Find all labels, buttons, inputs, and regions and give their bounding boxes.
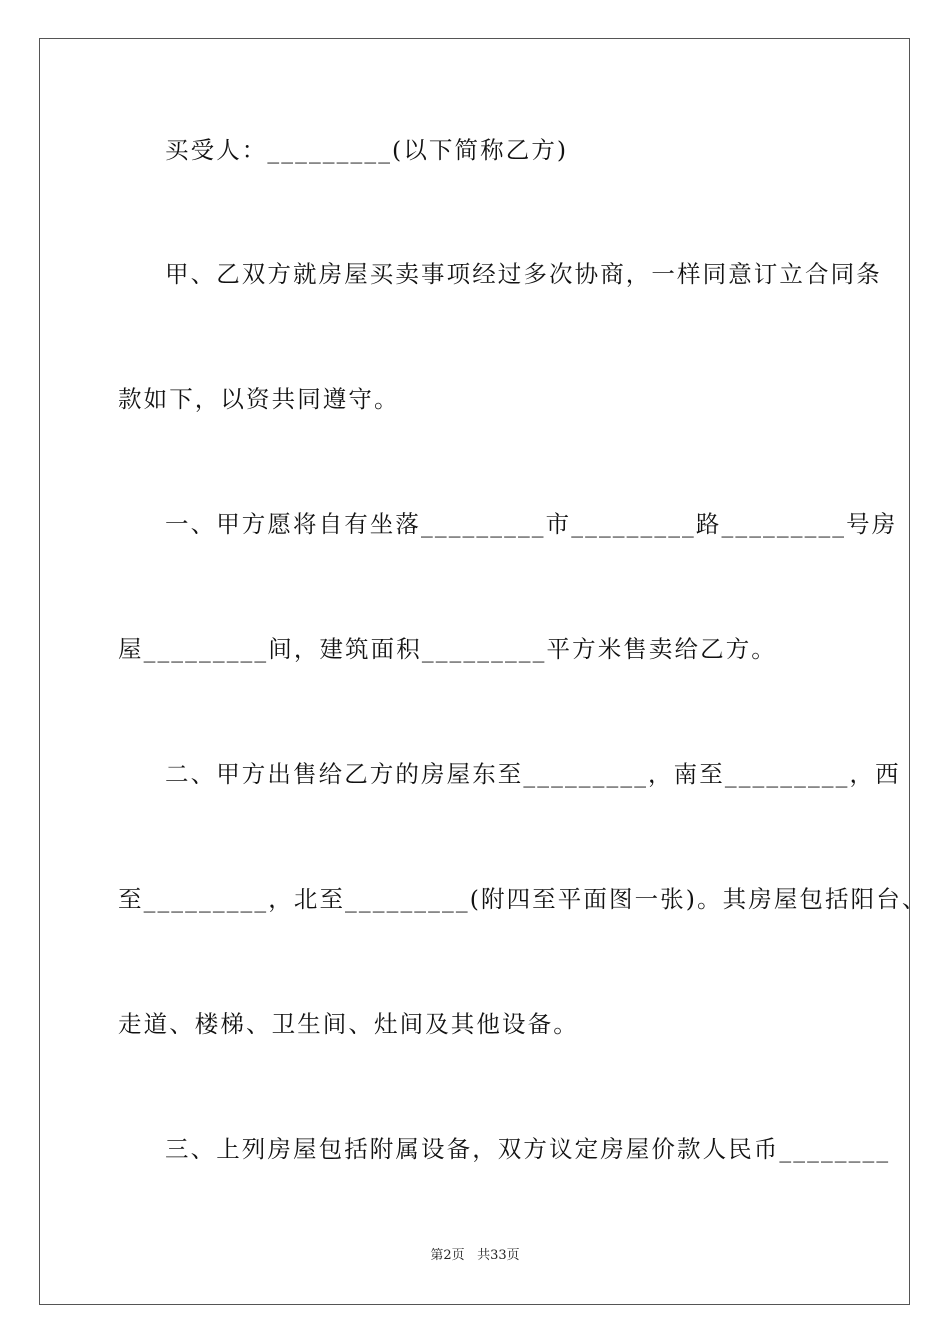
intro-paragraph-line-1: 甲、乙双方就房屋买卖事项经过多次协商，一样同意订立合同条 [165,260,882,288]
buyer-line: 买受人：_________(以下简称乙方) [165,136,569,164]
clause-3-line-1: 三、上列房屋包括附属设备，双方议定房屋价款人民币________ [165,1135,891,1163]
clause-2-line-2: 至_________，北至_________(附四至平面图一张)。其房屋包括阳台、 [118,885,928,913]
page-number-label: 第2页 [430,1248,465,1263]
clause-1-line-2: 屋_________间，建筑面积_________平方米售卖给乙方。 [118,635,777,663]
clause-2-line-1: 二、甲方出售给乙方的房屋东至_________，南至_________，西 [165,760,901,788]
clause-1-line-1: 一、甲方愿将自有坐落_________市_________路_________号房 [165,510,898,538]
clause-2-line-3: 走道、楼梯、卫生间、灶间及其他设备。 [118,1010,579,1038]
intro-paragraph-line-2: 款如下，以资共同遵守。 [118,385,400,413]
page-frame [39,38,928,1305]
page-footer [0,1247,950,1265]
footer-spacer [465,1248,477,1263]
total-pages-label: 共33页 [477,1248,520,1263]
